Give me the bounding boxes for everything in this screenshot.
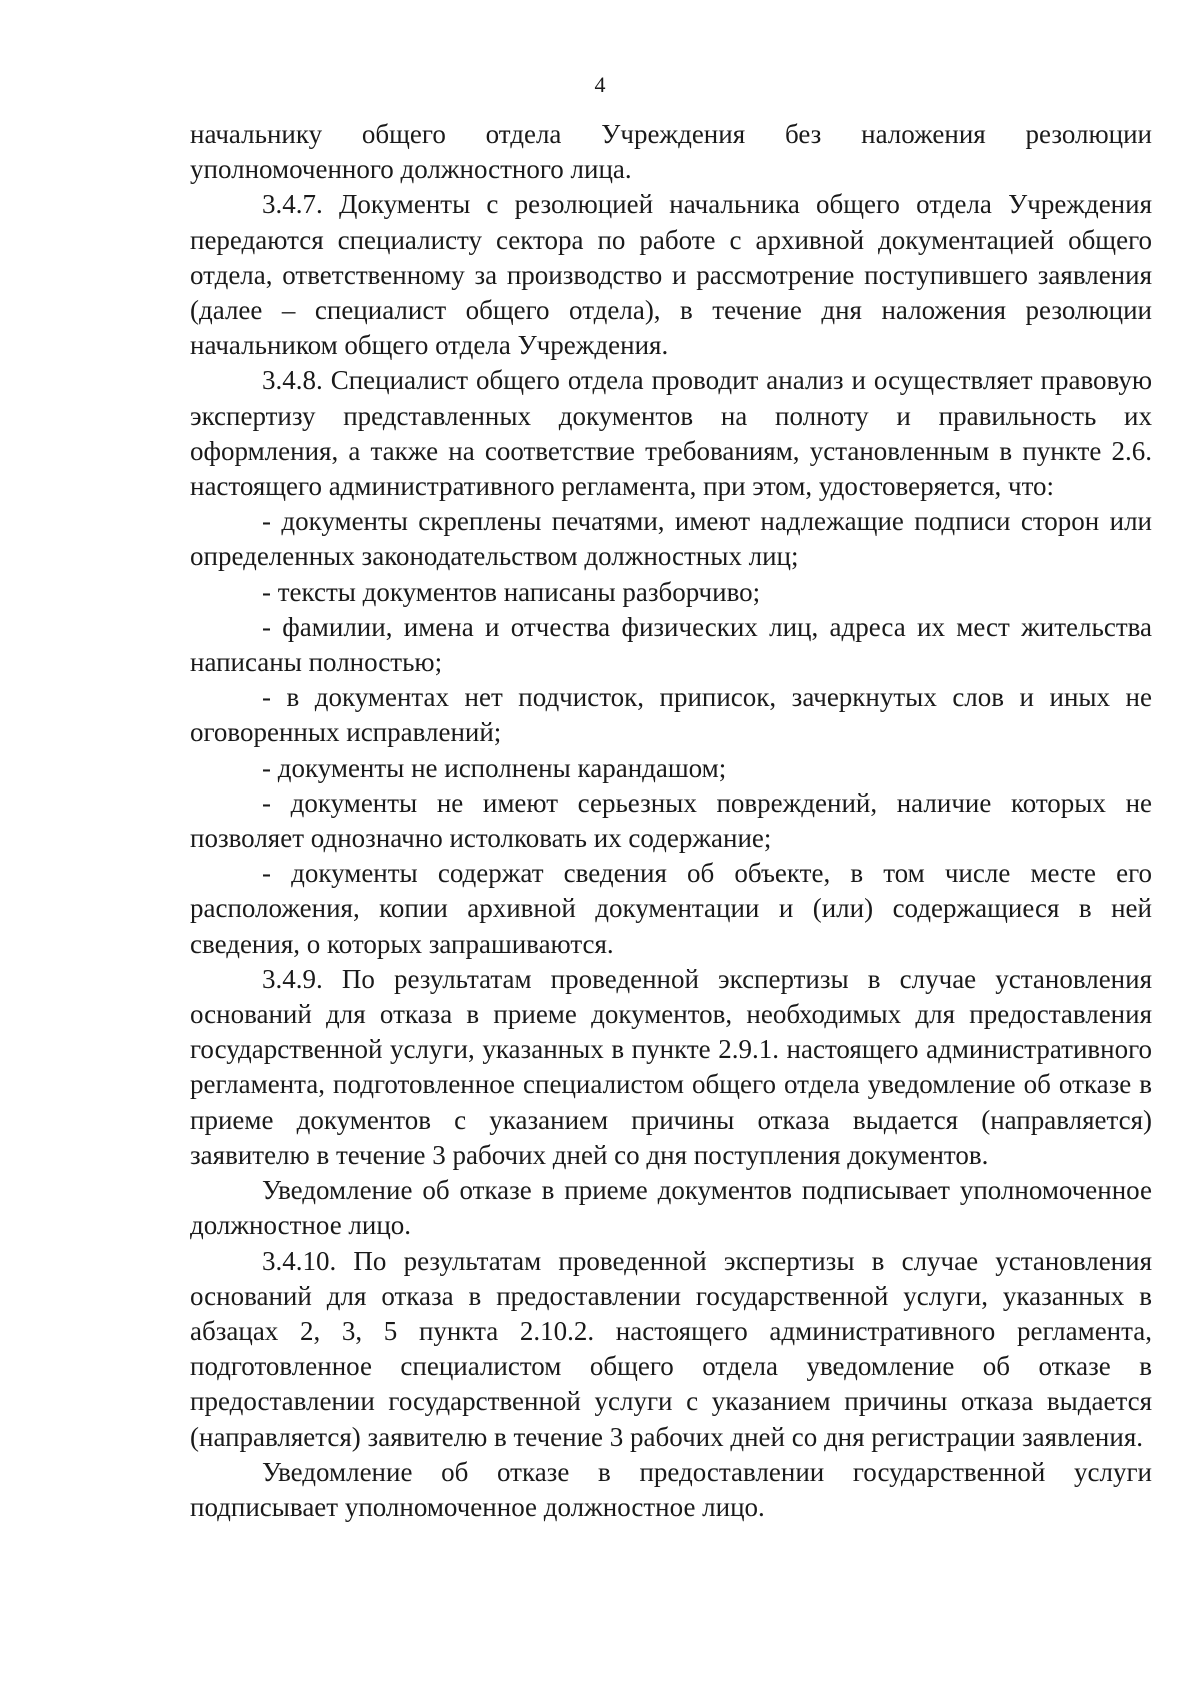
list-item-no-corrections: - в документах нет подчисток, приписок, зачеркнутых слов и иных не оговоренных исправлений; xyxy=(190,682,1152,748)
paragraph-3-4-8: 3.4.8. Специалист общего отдела проводит анализ и осуществляет правовую экспертизу представленных документов на полноту и правильность их оформления, а также на соответствие требованиям, установленным в пункте 2.6. настоящего административного регламента, при этом, удостоверяется, что: xyxy=(190,365,1152,502)
list-item-full-names-addresses: - фамилии, имена и отчества физических лиц, адреса их мест жительства написаны полностью; xyxy=(190,611,1152,678)
page-number: 4 xyxy=(594,72,606,97)
paragraph-refusal-notice-signing: Уведомление об отказе в приеме документов подписывает уполномоченное должностное лицо. xyxy=(190,1175,1152,1241)
paragraph-continuation: начальнику общего отдела Учреждения без наложения резолюции уполномоченного должностного лица. xyxy=(190,119,1152,185)
list-item-not-pencil: - документы не исполнены карандашом; xyxy=(262,752,727,783)
list-item-object-information: - документы содержат сведения об объекте, в том числе месте его расположения, копии архивной документации и (или) содержащиеся в ней сведения, о которых запрашиваются. xyxy=(190,858,1152,959)
document-body xyxy=(190,117,1152,1525)
list-item-seals-signatures: - документы скреплены печатями, имеют надлежащие подписи сторон или определенных законодательством должностных лиц; xyxy=(190,506,1152,572)
paragraph-3-4-9: 3.4.9. По результатам проведенной экспертизы в случае установления оснований для отказа в приеме документов, необходимых для предоставления государственной услуги, указанных в пункте 2.9.1. настоящего административного регламента, подготовленное специалистом общего отдела уведомление об отказе в приеме документов с указанием причины отказа выдается (направляется) заявителю в течение 3 рабочих дней со дня поступления документов. xyxy=(190,963,1152,1170)
list-item-legible-text: - тексты документов написаны разборчиво; xyxy=(262,576,761,607)
list-item-no-damage: - документы не имеют серьезных повреждений, наличие которых не позволяет однозначно истолковать их содержание; xyxy=(190,787,1152,854)
paragraph-3-4-10: 3.4.10. По результатам проведенной экспертизы в случае установления оснований для отказа в предоставлении государственной услуги, указанных в абзацах 2, 3, 5 пункта 2.10.2. настоящего административного регламента, подготовленное специалистом общего отдела уведомление об отказе в предоставлении государственной услуги с указанием причины отказа выдается (направляется) заявителю в течение 3 рабочих дней со дня регистрации заявления. xyxy=(190,1245,1152,1452)
paragraph-service-refusal-signing: Уведомление об отказе в предоставлении государственной услуги подписывает уполномоченное должностное лицо. xyxy=(190,1456,1152,1522)
paragraph-3-4-7: 3.4.7. Документы с резолюцией начальника общего отдела Учреждения передаются специалисту сектора по работе с архивной документацией общего отдела, ответственному за производство и рассмотрение поступившего заявления (далее – специалист общего отдела), в течение дня наложения резолюции начальником общего отдела Учреждения. xyxy=(190,189,1152,361)
